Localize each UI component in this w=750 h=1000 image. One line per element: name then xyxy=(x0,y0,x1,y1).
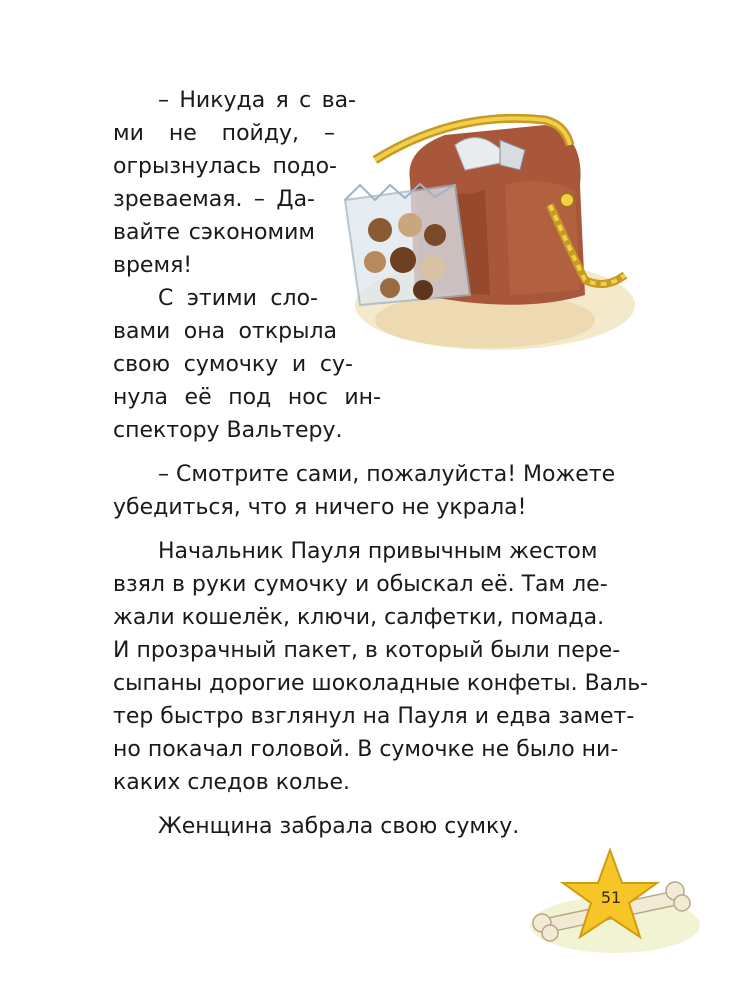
text-line: С этими сло- xyxy=(158,286,318,311)
text-line: свою сумочку и су- xyxy=(113,352,353,377)
handbag-illustration xyxy=(335,90,635,410)
text-line: вами она открыла xyxy=(113,319,337,344)
text-line: вайте сэкономим xyxy=(113,220,315,245)
text-line: ми не пойду, – xyxy=(113,121,335,146)
text-line: жали кошелёк, ключи, салфетки, помада. xyxy=(113,605,605,630)
text-line: И прозрачный пакет, в который были пере- xyxy=(113,638,621,663)
text-line: убедиться, что я ничего не украла! xyxy=(113,495,527,520)
text-line: зреваемая. – Да- xyxy=(113,187,315,212)
text-line: огрызнулась подо- xyxy=(113,154,337,179)
text-line: нула её под нос ин- xyxy=(113,385,381,410)
text-line: Женщина забрала свою сумку. xyxy=(158,814,520,839)
text-line: спектору Вальтеру. xyxy=(113,418,343,443)
page-number: 51 xyxy=(600,888,622,907)
text-line: – Никуда я с ва- xyxy=(158,88,356,113)
text-line: Начальник Пауля привычным жестом xyxy=(158,539,598,564)
text-line: но покачал головой. В сумочке не было ни- xyxy=(113,737,619,762)
text-line: тер быстро взглянул на Пауля и едва замет- xyxy=(113,704,635,729)
text-line: время! xyxy=(113,253,193,278)
text-line: взял в руки сумочку и обыскал её. Там ле- xyxy=(113,572,608,597)
text-line: каких следов колье. xyxy=(113,770,350,795)
text-line: – Смотрите сами, пожалуйста! Можете xyxy=(158,462,616,487)
text-line: сыпаны дорогие шоколадные конфеты. Валь- xyxy=(113,671,649,696)
